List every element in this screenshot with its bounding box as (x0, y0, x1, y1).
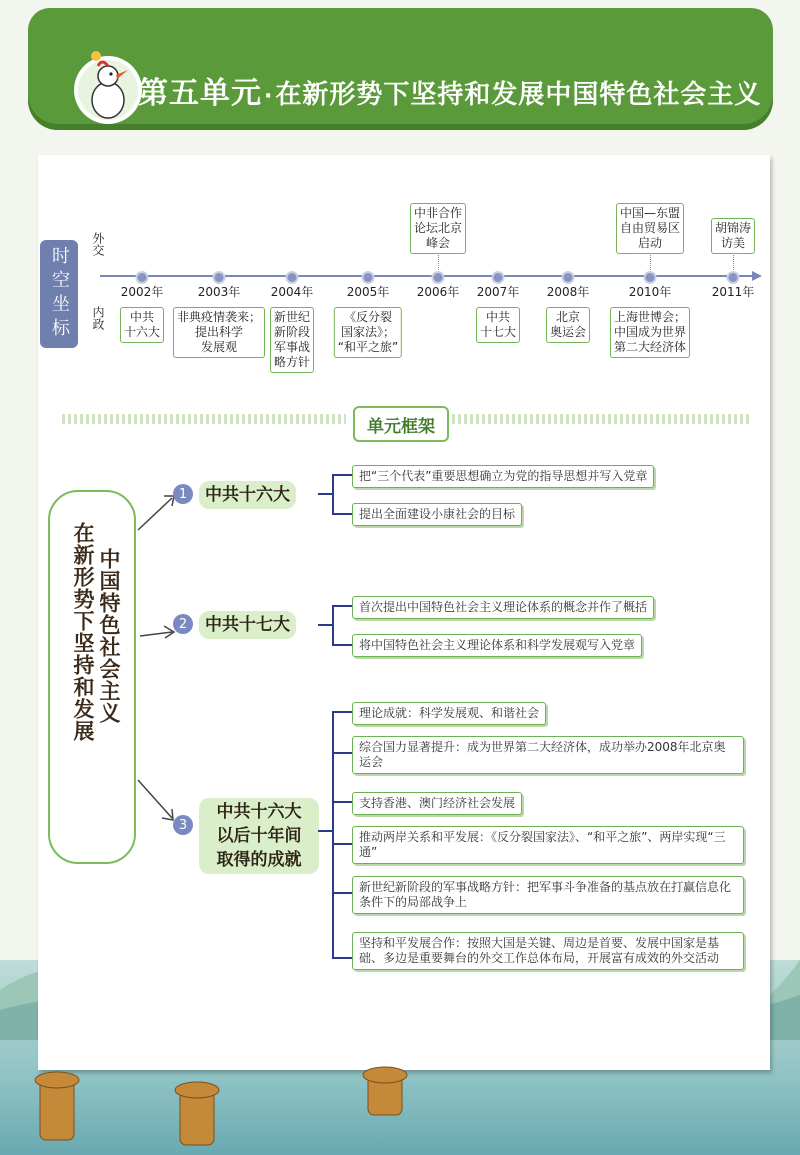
bracket-3-tick-4 (332, 843, 352, 845)
leaf-3-1: 理论成就：科学发展观、和谐社会 (352, 702, 546, 725)
node-3-number: 3 (173, 815, 193, 835)
event-2011-visit: 胡锦涛 访美 (711, 218, 755, 254)
node-1-label: 中共十六大 (199, 481, 296, 509)
leaf-3-6: 坚持和平发展合作：按照大国是关键、周边是首要、发展中国家是基础、多边是重要舞台的外交工作总体布局，开展富有成效的外交活动 (352, 932, 744, 970)
unit-number: 第五单元 (138, 76, 262, 111)
leaf-2-2: 将中国特色社会主义理论体系和科学发展观写入党章 (352, 634, 642, 657)
year-2005: 2005年 (346, 285, 390, 299)
event-2003-sars: 非典疫情袭来； 提出科学 发展观 (173, 307, 265, 358)
bracket-3-tick-2 (332, 752, 352, 754)
year-2002: 2002年 (120, 285, 164, 299)
leaf-3-3: 支持香港、澳门经济社会发展 (352, 792, 522, 815)
title-stripe-left (62, 414, 346, 424)
node-1-number: 1 (173, 484, 193, 504)
bracket-3-tick-5 (332, 892, 352, 894)
event-2005-law: 《反分裂 国家法》； “和平之旅” (334, 307, 402, 358)
decorative-posts (0, 1060, 800, 1155)
node-3-label (199, 798, 319, 874)
event-2007-congress: 中共 十七大 (476, 307, 520, 343)
main-topic-col2: 中国特色社会主义 (97, 548, 121, 724)
branch-arrows (132, 480, 192, 850)
bracket-2-stem (318, 624, 332, 626)
bracket-3 (332, 711, 334, 957)
year-2008: 2008年 (546, 285, 590, 299)
row-label-domestic: 内政 (91, 306, 105, 330)
event-2010-expo: 上海世博会； 中国成为世界 第二大经济体 (610, 307, 690, 358)
leaf-1-1: 把“三个代表”重要思想确立为党的指导思想并写入党章 (352, 465, 654, 488)
timeline-side-label: 时空坐标 (40, 240, 78, 348)
year-2003: 2003年 (197, 285, 241, 299)
node-3-line1: 中共十六大 (216, 802, 302, 822)
row-label-foreign: 外交 (91, 232, 105, 256)
bracket-3-tick-6 (332, 957, 352, 959)
mascot-icon (68, 48, 148, 128)
event-2006-forum: 中非合作 论坛北京 峰会 (410, 203, 466, 254)
bracket-1-top (332, 474, 352, 476)
year-2007: 2007年 (476, 285, 520, 299)
leaf-3-2: 综合国力显著提升：成为世界第二大经济体，成功举办2008年北京奥运会 (352, 736, 744, 774)
title-separator: · (264, 84, 274, 109)
bracket-3-tick-3 (332, 801, 352, 803)
unit-title (138, 68, 761, 112)
title-stripe-right (452, 414, 752, 424)
bracket-2 (332, 605, 334, 645)
unit-subtitle: 在新形势下坚持和发展中国特色社会主义 (275, 80, 762, 110)
leaf-3-5: 新世纪新阶段的军事战略方针：把军事斗争准备的基点放在打赢信息化条件下的局部战争上 (352, 876, 744, 914)
leaf-1-2: 提出全面建设小康社会的目标 (352, 503, 522, 526)
bracket-1-bottom (332, 513, 352, 515)
year-2006: 2006年 (416, 285, 460, 299)
main-topic-col1: 在新形势下坚持和发展 (71, 522, 95, 742)
year-2011: 2011年 (711, 285, 755, 299)
event-2010-asean: 中国—东盟 自由贸易区 启动 (616, 203, 684, 254)
leaf-3-4: 推动两岸关系和平发展：《反分裂国家法》、“和平之旅”、两岸实现“三通” (352, 826, 744, 864)
year-2010: 2010年 (628, 285, 672, 299)
event-2002-congress: 中共 十六大 (120, 307, 164, 343)
event-2008-olympics: 北京 奥运会 (546, 307, 590, 343)
year-2004: 2004年 (270, 285, 314, 299)
node-2-number: 2 (173, 614, 193, 634)
node-3-line3: 取得的成就 (216, 850, 302, 870)
node-2-label: 中共十七大 (199, 611, 296, 639)
event-2004-military: 新世纪 新阶段 军事战 略方针 (270, 307, 314, 373)
bracket-3-stem (318, 830, 332, 832)
leaf-2-1: 首次提出中国特色社会主义理论体系的概念并作了概括 (352, 596, 654, 619)
foreign-connector-2 (733, 252, 734, 270)
bracket-3-tick-1 (332, 711, 352, 713)
node-3-line2: 以后十年间 (216, 826, 302, 846)
framework-title: 单元框架 (353, 406, 449, 442)
bracket-1-stem (318, 493, 332, 495)
bracket-2-top (332, 605, 352, 607)
bracket-1 (332, 474, 334, 514)
bracket-2-bottom (332, 644, 352, 646)
